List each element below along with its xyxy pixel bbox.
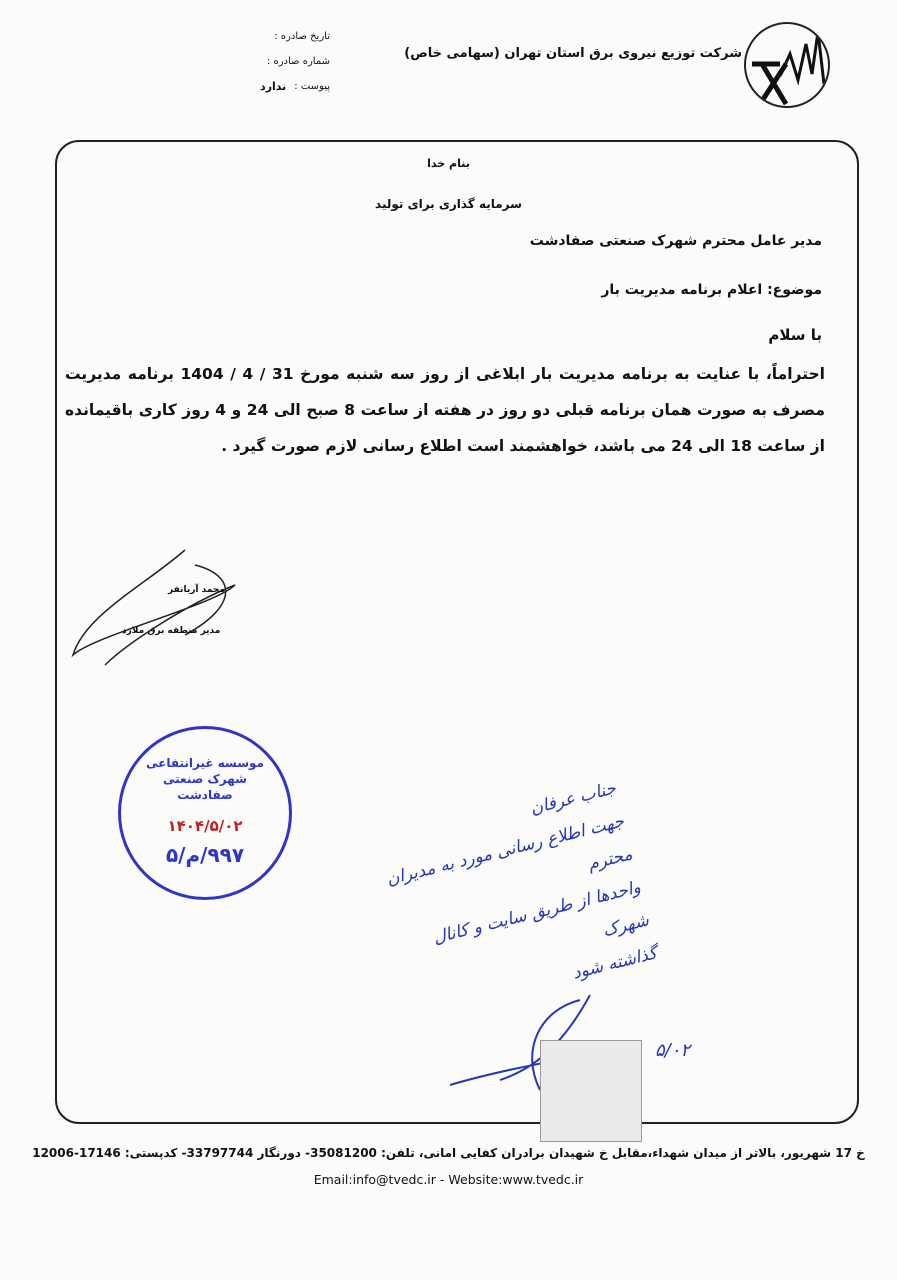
invocation: بنام خدا — [427, 157, 470, 170]
power-line-logo-icon — [746, 24, 828, 106]
signatory-title: مدیر منطقه برق ملارد — [122, 626, 221, 636]
letter-meta — [210, 24, 330, 99]
signature-scribble-icon — [65, 545, 255, 675]
issue-date-label: تاریخ صادره : — [274, 31, 330, 42]
slogan: سرمایه گذاری برای تولید — [375, 197, 522, 211]
attachment-value: ندارد — [260, 80, 287, 93]
company-logo — [744, 22, 830, 108]
note-line: واحدها از طریق سایت و کانال شهرک — [431, 877, 651, 949]
issue-number-label: شماره صادره : — [266, 56, 330, 67]
footer-address: خ 17 شهریور، بالاتر از میدان شهداء،مقابل خ شهیدان برادران کفایی امانی، تلفن: 35081200- دورنگار 33797744- کدپستی: 17146-12006 — [32, 1146, 865, 1160]
subject: موضوع: اعلام برنامه مدیریت بار — [601, 282, 822, 298]
note-line: جناب عرفان — [528, 778, 618, 819]
footer-contact: Email:info@tvedc.ir - Website:www.tvedc.ir — [313, 1172, 584, 1187]
organization-stamp — [118, 726, 292, 900]
letter-body: احتراماً، با عنایت به برنامه مدیریت بار ابلاغی از روز سه شنبه مورخ 31 / 4 / 1404 برنامه مدیریت مصرف به صورت همان برنامه قبلی دو روز در هفته از ساعت 8 صبح الی 24 و 4 روز کاری باقیمانده از ساعت 18 الی 24 می باشد، خواهشمند است اطلاع رسانی لازم صورت گیرد . — [65, 365, 825, 455]
stamp-date: ۱۴۰۴/۵/۰۲ — [167, 817, 243, 835]
company-name: شرکت توزیع نیروی برق استان تهران (سهامی خاص) — [404, 46, 742, 61]
stamp-org: موسسه غیرانتفاعی شهرک صنعتی صفادشت — [146, 756, 264, 802]
signatory-name: محمد آریانفر — [168, 585, 225, 595]
small-stamp — [540, 1040, 642, 1142]
stamp-number: ۹۹۷/م/۵ — [165, 843, 245, 867]
note-line: گذاشته شود — [570, 943, 660, 984]
attachment-label: پیوست : — [294, 81, 330, 92]
note-date: ۵/۰۲ — [655, 1040, 691, 1061]
recipient: مدیر عامل محترم شهرک صنعتی صفادشت — [529, 233, 822, 249]
greeting: با سلام — [768, 326, 822, 344]
note-line: جهت اطلاع رسانی مورد به مدیران محترم — [384, 811, 635, 890]
